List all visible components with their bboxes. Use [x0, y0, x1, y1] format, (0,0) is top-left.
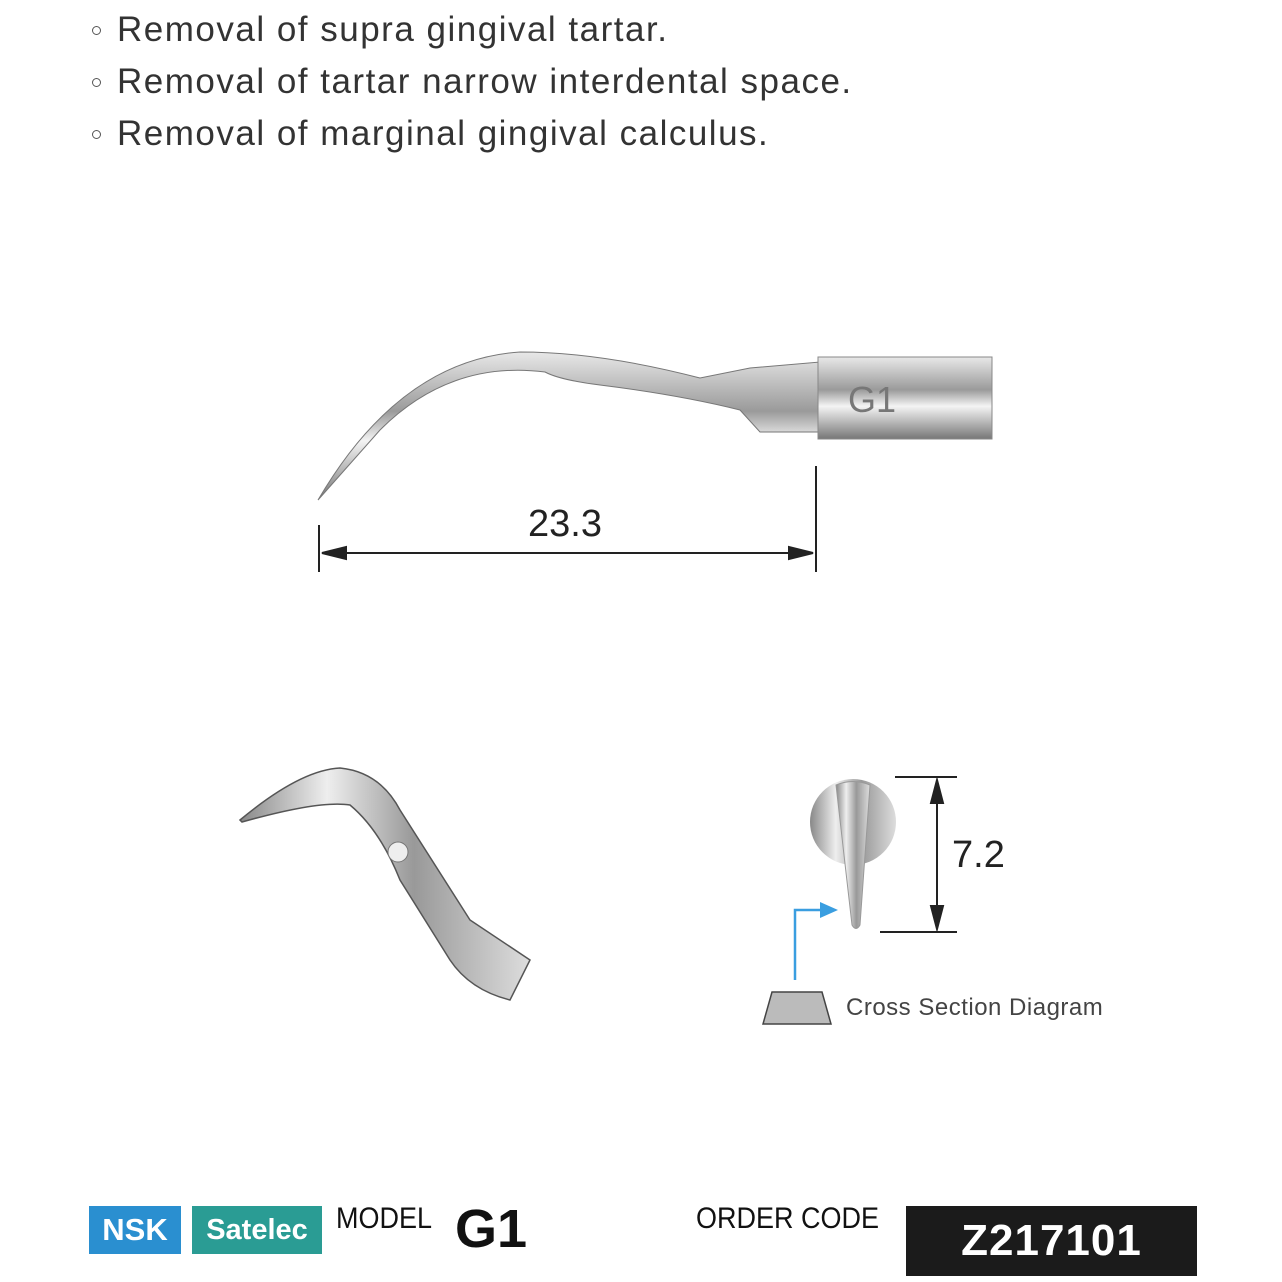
order-code-value: Z217101 [906, 1206, 1197, 1276]
order-code-label: ORDER CODE [696, 1202, 880, 1235]
cross-section-label: Cross Section Diagram [846, 994, 1104, 1021]
tip-marking: G1 [848, 379, 897, 420]
feature-text: Removal of marginal gingival calculus. [117, 114, 770, 153]
cross-section-arrow [795, 902, 838, 980]
satelec-logo: Satelec [192, 1206, 322, 1254]
height-dimension [880, 777, 957, 932]
feature-text: Removal of tartar narrow interdental space. [117, 62, 853, 101]
feature-text: Removal of supra gingival tartar. [117, 10, 669, 49]
nsk-logo: NSK [89, 1206, 181, 1254]
height-value: 7.2 [952, 834, 1005, 876]
cross-section-shape [763, 992, 831, 1024]
tip-side-view [318, 352, 992, 500]
length-value: 23.3 [528, 503, 602, 545]
tip-perspective-view [240, 768, 530, 1000]
model-value: G1 [455, 1199, 528, 1259]
model-label: MODEL [336, 1202, 433, 1235]
